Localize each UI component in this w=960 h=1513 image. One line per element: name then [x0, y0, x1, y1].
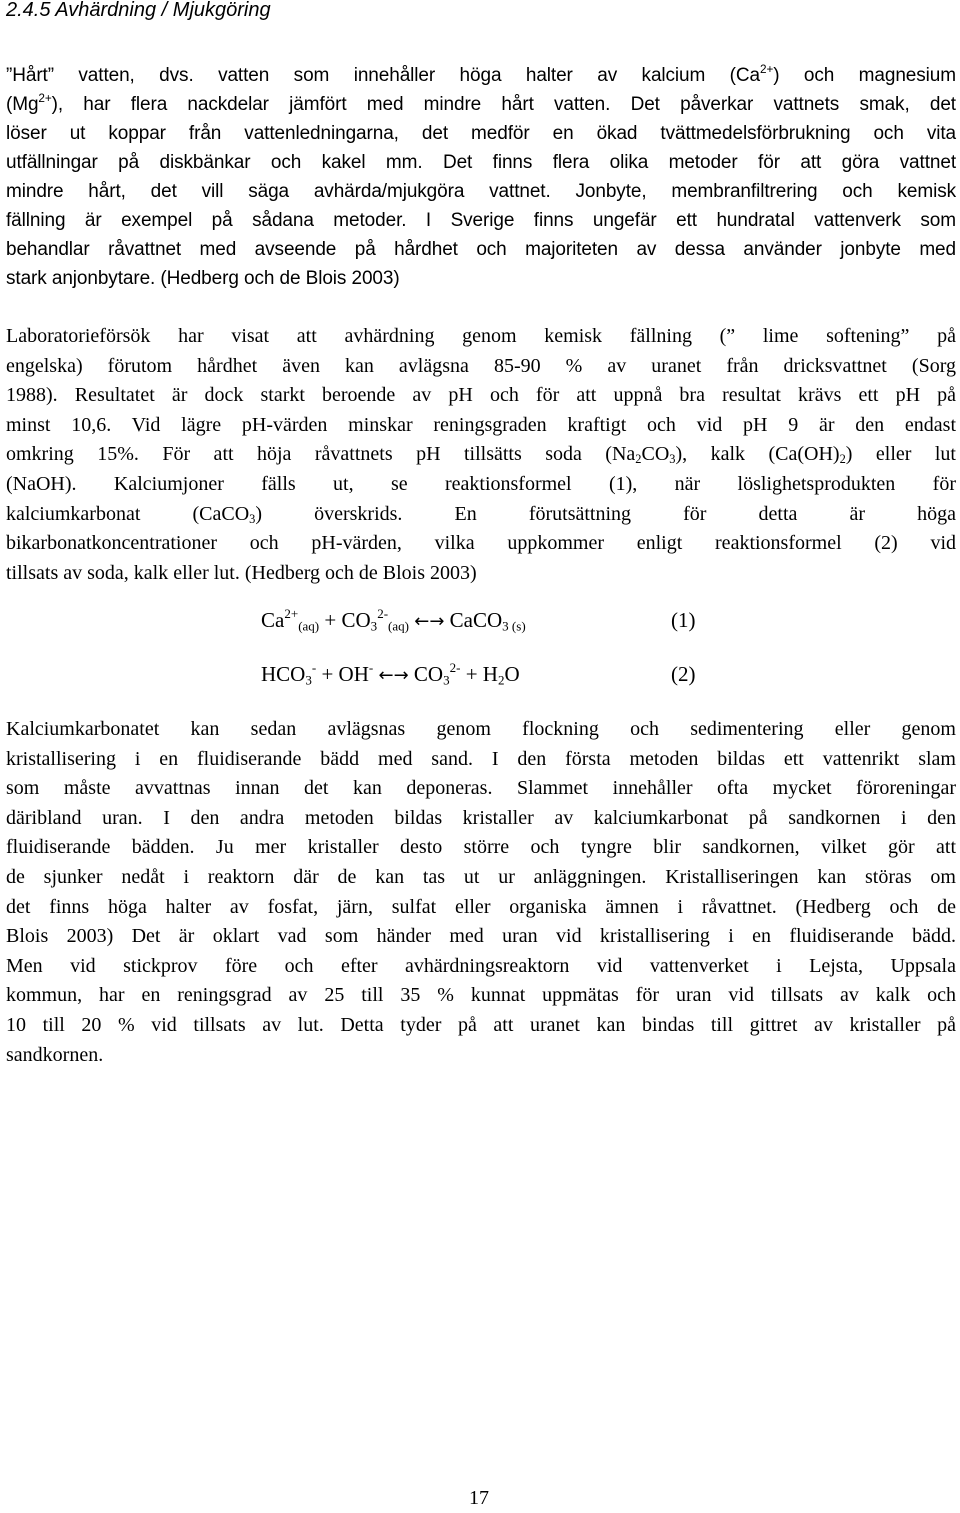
text-line: 1988). Resultatet är dock starkt beroende av pH och för att uppnå bra resultat krävs ett pH på — [6, 384, 956, 407]
text-line: tillsats av soda, kalk eller lut. (Hedberg och de Blois 2003) — [6, 561, 477, 584]
text-line: som måste avvattnas innan det kan deponeras. Slammet innehåller ofta mycket föroreningar — [6, 777, 956, 800]
formula-number-2: (2) — [671, 662, 696, 686]
paragraph-water-hardness — [6, 61, 956, 293]
reaction-formula-2: $HCO_3^- + OH^-$ ←→ $CO_3^{2-} + H_2O$ — [261, 659, 520, 688]
text-line: fällning är exempel på sådana metoder. I Sverige finns ungefär ett hundratal vattenverk som — [6, 210, 956, 231]
text-line: Laboratorieförsök har visat att avhärdning genom kemisk fällning (” lime softening” på — [6, 325, 956, 347]
text-line: minst 10,6. Vid lägre pH-värden minskar reningsgraden kraftigt och vid pH 9 är den endast — [6, 413, 956, 436]
text-line: Blois 2003) Det är oklart vad som händer med uran vid kristallisering i en fluidiserande bädd. — [6, 925, 956, 948]
text-line: stark anjonbytare. (Hedberg och de Blois 2003) — [6, 268, 400, 289]
text-line: löser ut koppar från vattenledningarna, det medför en ökad tvättmedelsförbrukning och vita — [6, 123, 956, 144]
text-line: de sjunker nedåt i reaktorn där de kan tas ut ur anläggningen. Kristalliseringen kan störas om — [6, 865, 956, 888]
text-line: utfällningar på diskbänkar och kakel mm. Det finns flera olika metoder för att göra vattnet — [6, 152, 956, 173]
section-heading: 2.4.5 Avhärdning / Mjukgöring — [6, 0, 271, 21]
text-line: kommun, har en reningsgrad av 25 till 35 % kunnat uppmätas för uran vid tillsats av kalk och — [6, 984, 956, 1007]
page-number: 17 — [469, 1487, 489, 1509]
text-line: behandlar råvattnet med avseende på hårdhet och majoriteten av dessa använder jonbyte med — [6, 239, 956, 260]
text-line: engelska) förutom hårdhet även kan avlägsna 85-90 % av uranet från dricksvattnet (Sorg — [6, 354, 956, 377]
text-line: sandkornen. — [6, 1043, 104, 1066]
text-line: 10 till 20 % vid tillsats av lut. Detta tyder på att uranet kan bindas till gittret av kristaller på — [6, 1013, 956, 1036]
text-line: mindre hårt, det vill säga avhärda/mjukgöra vattnet. Jonbyte, membranfiltrering och kemisk — [6, 181, 956, 202]
paragraph-chemical-precipitation — [6, 322, 956, 588]
reaction-formula-1: $Ca^{2+}_{(aq)} + CO_3^{2-}_{(aq)}$ ←→ CaCO$_{3 (s)}$ — [261, 605, 526, 634]
text-line: det finns höga halter av fosfat, järn, sulfat eller organiska ämnen i råvattnet. (Hedberg och de — [6, 895, 956, 918]
text-line: (NaOH). Kalciumjoner fälls ut, se reaktionsformel (1), när löslighetsprodukten för — [6, 472, 956, 495]
formula-number-1: (1) — [671, 608, 696, 632]
document-page — [6, 0, 956, 1513]
text-line: omkring 15%. För att höja råvattnets pH tillsätts soda $(Na_2CO_3)$, kalk $(Ca(OH)_2)$ eller lut — [6, 443, 956, 467]
text-line: kristallisering i en fluidiserande bädd med sand. I den första metoden bildas ett vattenrikt slam — [6, 747, 956, 770]
equilibrium-arrow-icon: ←→ — [414, 611, 445, 632]
text-line: bikarbonatkoncentrationer och pH-värden, vilka uppkommer enligt reaktionsformel (2) vid — [6, 532, 956, 555]
text-line: ”Hårt” vatten, dvs. vatten som innehåller höga halter av kalcium $(Ca^{2+})$ och magnesium — [6, 62, 956, 86]
text-line: Men vid stickprov före och efter avhärdningsreaktorn vid vattenverket i Lejsta, Uppsala — [6, 954, 956, 977]
text-line: Kalciumkarbonatet kan sedan avlägsnas genom flockning och sedimentering eller genom — [6, 718, 956, 740]
text-line: kalciumkarbonat (CaCO$_3$) överskrids. En förutsättning för detta är höga — [6, 502, 956, 526]
text-line: däribland uran. I den andra metoden bildas kristaller av kalciumkarbonat på sandkornen i den — [6, 806, 956, 829]
text-line: $(Mg^{2+})$, har flera nackdelar jämfört med mindre hårt vatten. Det påverkar vattnets smak, det — [6, 91, 956, 115]
text-line: fluidiserande bädden. Ju mer kristaller desto större och tyngre blir sandkornen, vilket gör att — [6, 836, 956, 859]
paragraph-crystallisation — [6, 715, 956, 1070]
equilibrium-arrow-icon: ←→ — [378, 665, 409, 686]
